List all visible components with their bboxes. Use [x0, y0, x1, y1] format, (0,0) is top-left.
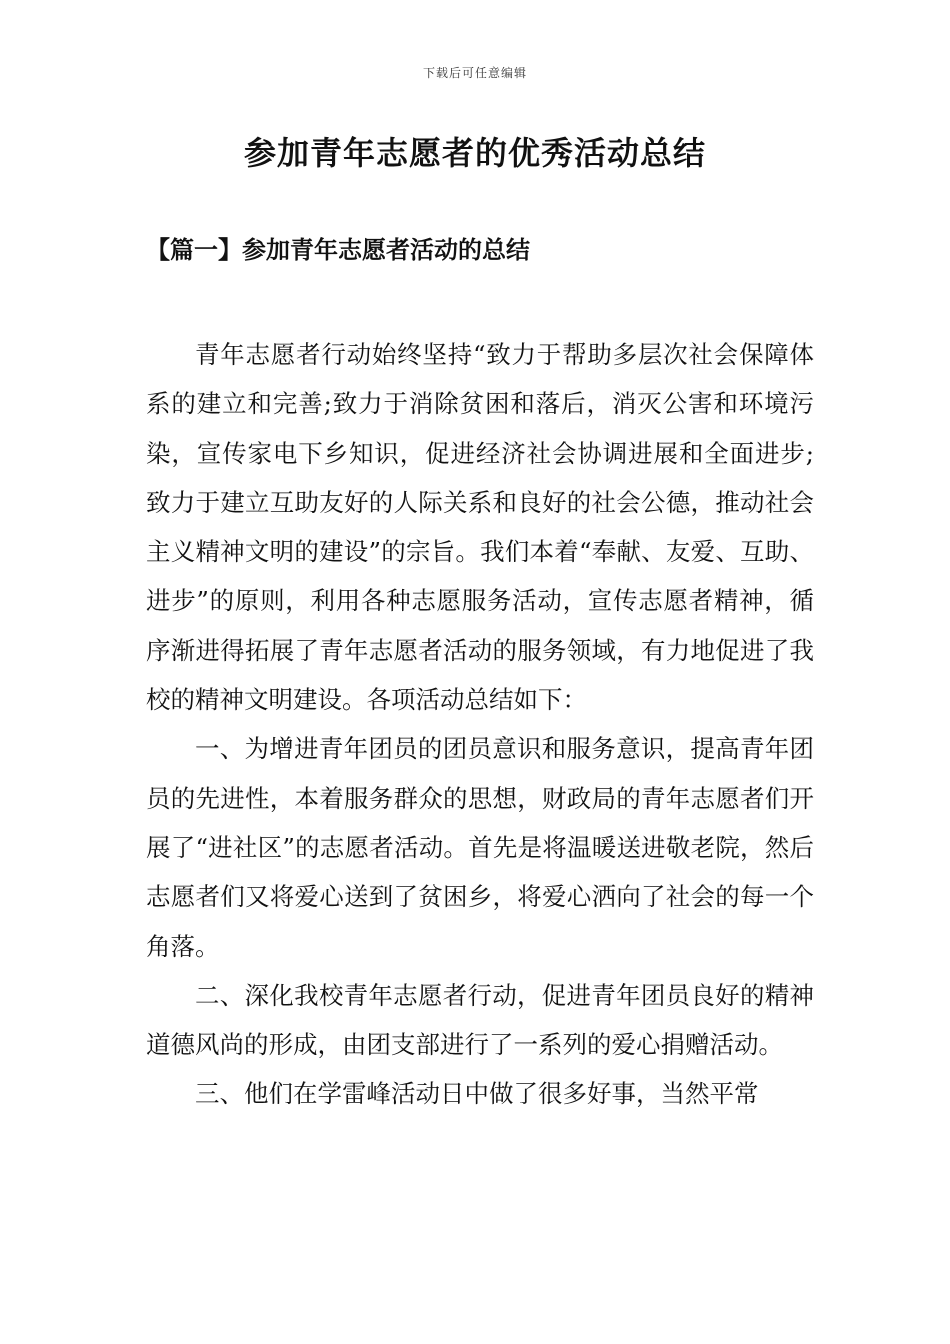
paragraph: 二、深化我校青年志愿者行动，促进青年团员良好的精神道德风尚的形成，由团支部进行了一系列的爱心捐赠活动。	[146, 980, 814, 1060]
section-heading: 【篇一】参加青年志愿者活动的总结	[146, 235, 530, 264]
paragraph: 青年志愿者行动始终坚持“致力于帮助多层次社会保障体系的建立和完善;致力于消除贫困和落后，消灭公害和环境污染，宣传家电下乡知识，促进经济社会协调进展和全面进步;致力于建立互助友好的人际关系和良好的社会公德，推动社会主义精神文明的建设”的宗旨。我们本着“奉献、友爱、互助、进步”的原则，利用各种志愿服务活动，宣传志愿者精神，循序渐进得拓展了青年志愿者活动的服务领域，有力地促进了我校的精神文明建设。各项活动总结如下：	[146, 340, 814, 715]
paragraph: 一、为增进青年团员的团员意识和服务意识，提高青年团员的先进性，本着服务群众的思想，财政局的青年志愿者们开展了“进社区”的志愿者活动。首先是将温暖送进敬老院，然后志愿者们又将爱心送到了贫困乡，将爱心洒向了社会的每一个角落。	[146, 734, 814, 961]
header-note: 下载后可任意编辑	[422, 66, 527, 80]
document-title: 参加青年志愿者的优秀活动总结	[243, 134, 706, 172]
body-text	[146, 330, 814, 1119]
paragraph: 三、他们在学雷峰活动日中做了很多好事，当然平常	[195, 1079, 759, 1109]
